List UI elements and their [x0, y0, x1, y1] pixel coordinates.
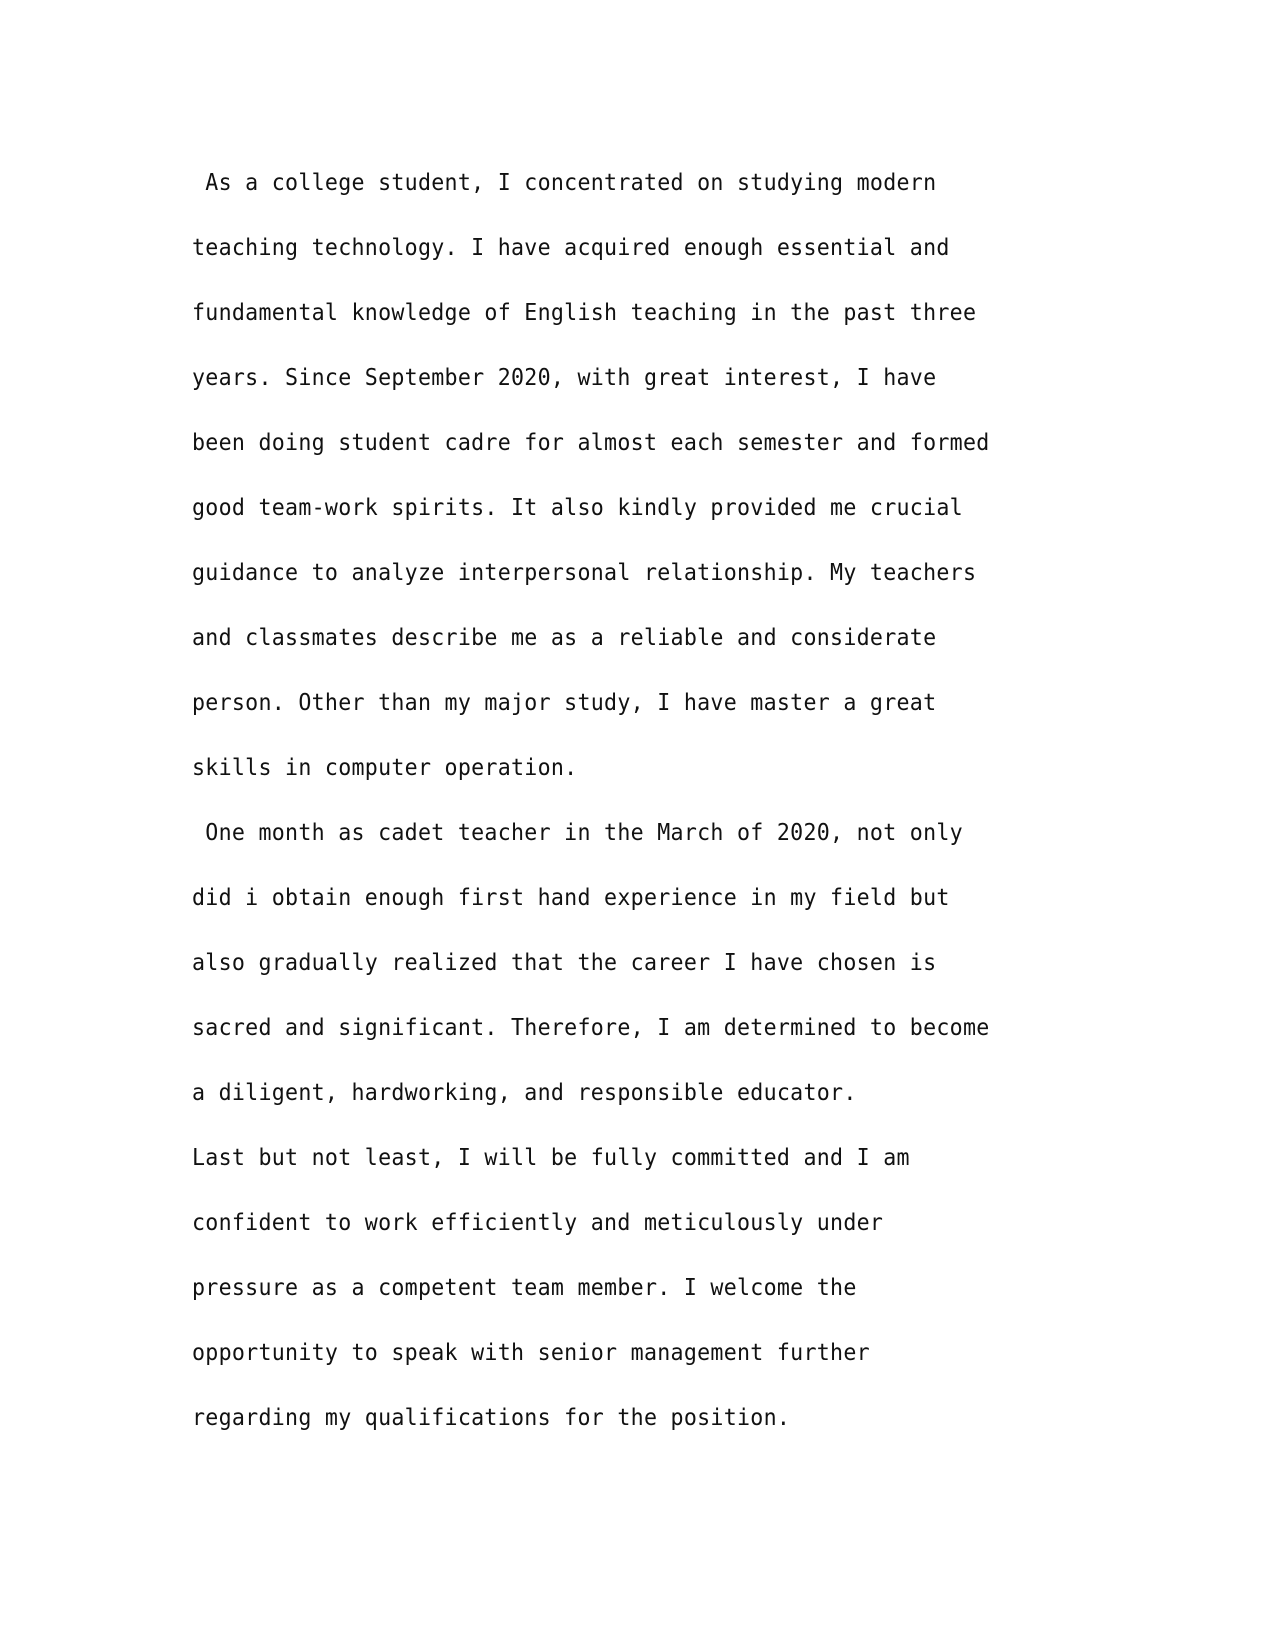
text-line: regarding my qualifications for the position. [192, 1403, 791, 1431]
text-line: skills in computer operation. [192, 753, 578, 781]
text-line: person. Other than my major study, I have master a great [192, 688, 937, 716]
text-line: good team-work spirits. It also kindly provided me crucial [192, 493, 963, 521]
text-line: also gradually realized that the career I have chosen is [192, 948, 937, 976]
text-line: did i obtain enough first hand experience in my field but [192, 883, 950, 911]
text-line: opportunity to speak with senior management further [192, 1338, 870, 1366]
text-line: One month as cadet teacher in the March of 2020, not only [192, 818, 963, 846]
text-line: As a college student, I concentrated on studying modern [192, 168, 937, 196]
text-line: been doing student cadre for almost each semester and formed [192, 428, 990, 456]
text-line: years. Since September 2020, with great interest, I have [192, 363, 937, 391]
text-line: confident to work efficiently and meticulously under [192, 1208, 884, 1236]
text-line: pressure as a competent team member. I welcome the [192, 1273, 857, 1301]
text-line: Last but not least, I will be fully committed and I am [192, 1143, 910, 1171]
text-line: teaching technology. I have acquired enough essential and [192, 233, 950, 261]
text-line: and classmates describe me as a reliable and considerate [192, 623, 937, 651]
text-line: a diligent, hardworking, and responsible educator. [192, 1078, 857, 1106]
text-line: sacred and significant. Therefore, I am determined to become [192, 1013, 990, 1041]
document-page [192, 160, 1072, 1460]
text-line: guidance to analyze interpersonal relationship. My teachers [192, 558, 977, 586]
text-line: fundamental knowledge of English teaching in the past three [192, 298, 977, 326]
